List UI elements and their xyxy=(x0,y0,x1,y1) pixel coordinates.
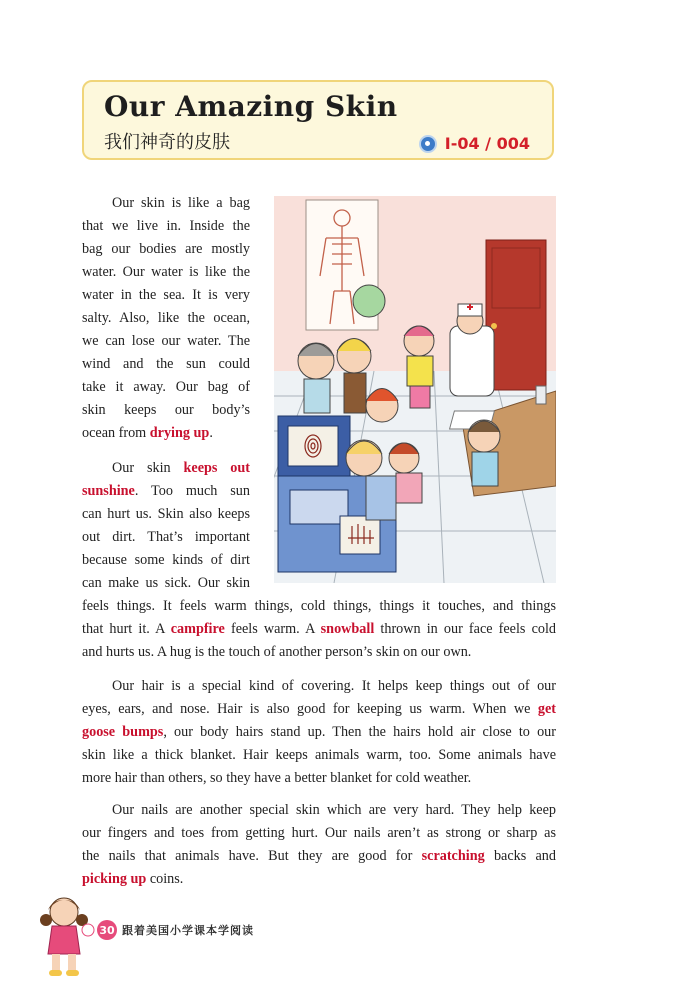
text-line: more hair than others, so they have a better blanket for cold weather. xyxy=(82,770,472,786)
cartoon-girl-icon xyxy=(38,890,100,980)
text-line: salty. Also, like the ocean, xyxy=(82,310,250,326)
paragraph-1 xyxy=(82,192,250,445)
text-run: feels warm. A xyxy=(224,621,321,637)
text-run: thrown in our face feels cold xyxy=(374,621,556,637)
page-number-badge: 30 xyxy=(97,920,117,940)
vocab-highlight: drying up xyxy=(149,425,210,441)
text-run: . xyxy=(209,425,213,441)
text-line: that we live in. Inside the xyxy=(82,218,250,234)
vocab-highlight: keeps out xyxy=(183,460,250,476)
book-title-footer: 跟着美国小学课本学阅读 xyxy=(122,924,254,937)
paragraph-3 xyxy=(82,675,556,790)
text-run: coins. xyxy=(146,871,184,887)
cd-icon[interactable] xyxy=(419,135,437,153)
vocab-highlight: snowball xyxy=(320,621,375,637)
vocab-highlight: goose bumps xyxy=(82,724,164,740)
page-title: Our Amazing Skin xyxy=(104,90,398,123)
text-line: Our skin is like a bag xyxy=(112,195,250,211)
vocab-highlight: campfire xyxy=(170,621,225,637)
text-line xyxy=(82,721,556,744)
text-line xyxy=(82,698,556,721)
text-line xyxy=(82,422,250,445)
text-run: Our skin xyxy=(112,460,184,476)
text-run: ocean from xyxy=(82,425,150,441)
text-line: can make us sick. Our skin xyxy=(82,575,250,591)
text-line xyxy=(82,457,250,480)
text-run: eyes, ears, and nose. Hair is also good for keeping us warm. When we xyxy=(82,701,538,717)
text-line: skin like a thick blanket. Hair keeps animals warm, too. Some animals have xyxy=(82,747,556,763)
text-line: Our nails are another special skin which are very hard. They help keep xyxy=(112,802,556,818)
text-line: take it away. Our bag of xyxy=(82,379,250,395)
text-line: out dirt. That’s important xyxy=(82,529,250,545)
text-line xyxy=(82,618,556,641)
text-line xyxy=(82,868,556,891)
text-line: because some kinds of dirt xyxy=(82,552,250,568)
text-run: the nails that animals have. But they are good for xyxy=(82,848,422,864)
text-line: can hurt us. Skin also keeps xyxy=(82,506,250,522)
vocab-highlight: sunshine xyxy=(82,483,135,499)
text-line: our fingers and toes from getting hurt. Our nails aren’t as strong or sharp as xyxy=(82,825,556,841)
page-subtitle-chinese: 我们神奇的皮肤 xyxy=(104,132,230,153)
vocab-highlight: picking up xyxy=(82,871,147,887)
text-run: backs and xyxy=(484,848,556,864)
paragraph-4 xyxy=(82,799,556,891)
text-line: water in the sea. It is very xyxy=(82,287,250,303)
paragraph-2 xyxy=(82,457,250,595)
text-run: that hurt it. A xyxy=(82,621,171,637)
vocab-highlight: scratching xyxy=(421,848,485,864)
text-line: Our hair is a special kind of covering. It helps keep things out of our xyxy=(112,678,556,694)
text-line: feels things. It feels warm things, cold things, things it touches, and things xyxy=(82,598,556,614)
title-box xyxy=(82,80,554,160)
text-line: skin keeps our body’s xyxy=(82,402,250,418)
text-line xyxy=(82,845,556,868)
track-label: I-04 / 004 xyxy=(444,134,530,153)
text-line: water. Our water is like the xyxy=(82,264,250,280)
text-line: bag our bodies are mostly xyxy=(82,241,250,257)
vocab-highlight: get xyxy=(537,701,556,717)
text-line: wind and the sun could xyxy=(82,356,250,372)
text-line: we can lose our water. The xyxy=(82,333,250,349)
text-line xyxy=(82,480,250,503)
text-run: . Too much sun xyxy=(134,483,250,499)
text-run: , our body hairs stand up. Then the hairs hold air close to our xyxy=(163,724,556,740)
illustration-doctor-office xyxy=(274,196,556,583)
paragraph-2-continued xyxy=(82,595,556,664)
text-line: and hurts us. A hug is the touch of another person’s skin on our own. xyxy=(82,644,472,660)
audio-track[interactable] xyxy=(419,134,530,153)
